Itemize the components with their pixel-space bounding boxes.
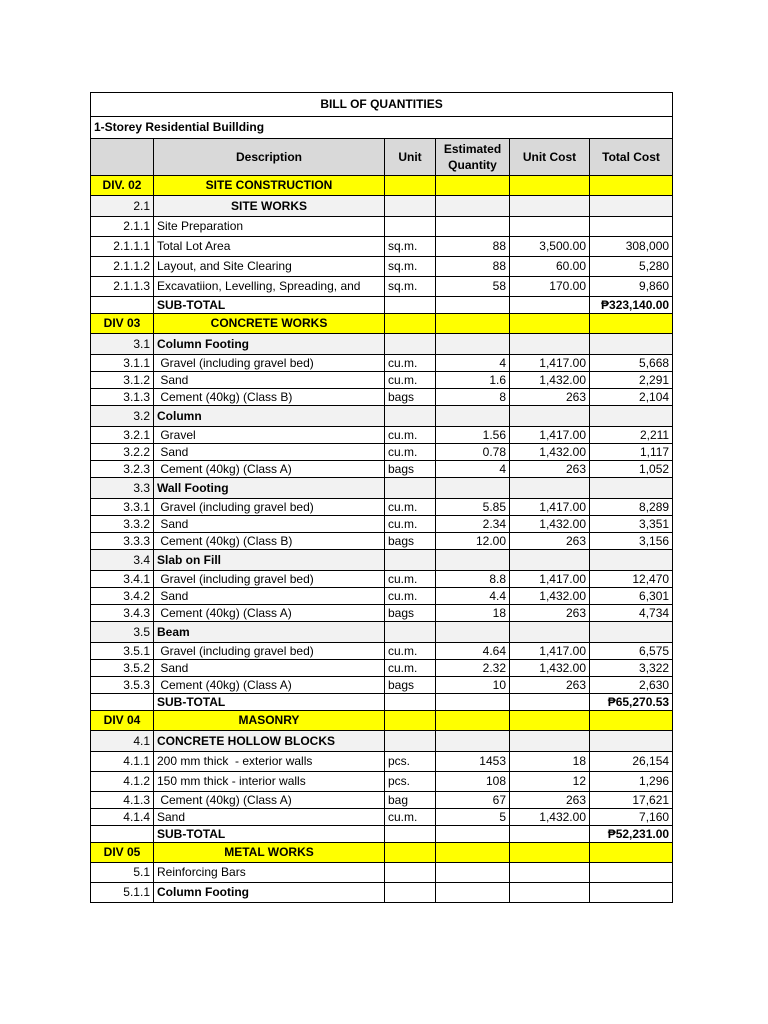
- item-quantity: 67: [436, 792, 510, 809]
- item-total-cost: 5,668: [590, 355, 673, 372]
- item-total-cost: 1,296: [590, 772, 673, 792]
- empty-cell: [510, 731, 590, 752]
- empty-cell: [385, 334, 436, 355]
- item-total-cost: 2,630: [590, 677, 673, 694]
- empty-cell: [385, 478, 436, 499]
- item-quantity: [436, 883, 510, 903]
- item-total-cost: 3,351: [590, 516, 673, 533]
- item-quantity: 5.85: [436, 499, 510, 516]
- table-row: [91, 863, 673, 883]
- empty-cell: [510, 550, 590, 571]
- empty-cell: [385, 314, 436, 334]
- item-unit: [385, 863, 436, 883]
- division-code: DIV 04: [91, 711, 154, 731]
- item-description: Cement (40kg) (Class B): [154, 533, 385, 550]
- empty-cell: [385, 731, 436, 752]
- item-number: 5.1.1: [91, 883, 154, 903]
- item-number: 3.4.2: [91, 588, 154, 605]
- item-description: Gravel (including gravel bed): [154, 643, 385, 660]
- empty-cell: [91, 694, 154, 711]
- empty-cell: [590, 550, 673, 571]
- item-description: Sand: [154, 660, 385, 677]
- subtotal-amount: ₱52,231.00: [590, 826, 673, 843]
- item-unit-cost: 263: [510, 677, 590, 694]
- item-total-cost: 5,280: [590, 257, 673, 277]
- item-quantity: [436, 863, 510, 883]
- empty-cell: [385, 843, 436, 863]
- item-unit-cost: 1,417.00: [510, 643, 590, 660]
- item-unit: bags: [385, 677, 436, 694]
- header-quantity: Estimated Quantity: [436, 139, 510, 176]
- empty-cell: [91, 297, 154, 314]
- table-row: [91, 277, 673, 297]
- empty-cell: [590, 478, 673, 499]
- item-description: Gravel: [154, 427, 385, 444]
- item-unit: bags: [385, 533, 436, 550]
- item-quantity: 4: [436, 355, 510, 372]
- item-unit-cost: 18: [510, 752, 590, 772]
- item-description: Cement (40kg) (Class A): [154, 792, 385, 809]
- item-description: 200 mm thick - exterior walls: [154, 752, 385, 772]
- item-unit-cost: [510, 883, 590, 903]
- empty-cell: [590, 622, 673, 643]
- item-number: 2.1.1: [91, 217, 154, 237]
- empty-cell: [510, 826, 590, 843]
- empty-cell: [590, 843, 673, 863]
- item-quantity: 10: [436, 677, 510, 694]
- group-row: [91, 334, 673, 355]
- division-title: CONCRETE WORKS: [154, 314, 385, 334]
- item-quantity: 2.34: [436, 516, 510, 533]
- table-row: [91, 643, 673, 660]
- item-unit: cu.m.: [385, 588, 436, 605]
- empty-cell: [436, 176, 510, 196]
- empty-cell: [385, 694, 436, 711]
- item-total-cost: [590, 883, 673, 903]
- item-total-cost: 17,621: [590, 792, 673, 809]
- table-row: [91, 389, 673, 406]
- division-row: [91, 711, 673, 731]
- item-unit: bags: [385, 605, 436, 622]
- empty-cell: [91, 826, 154, 843]
- item-number: 3.3.3: [91, 533, 154, 550]
- item-total-cost: 7,160: [590, 809, 673, 826]
- item-quantity: 5: [436, 809, 510, 826]
- item-number: 3.2: [91, 406, 154, 427]
- item-number: 4.1.1: [91, 752, 154, 772]
- item-unit-cost: 1,417.00: [510, 427, 590, 444]
- item-quantity: 1.6: [436, 372, 510, 389]
- empty-cell: [590, 196, 673, 217]
- empty-cell: [385, 406, 436, 427]
- item-description: Sand: [154, 444, 385, 461]
- item-description: Sand: [154, 372, 385, 389]
- item-number: 4.1.4: [91, 809, 154, 826]
- item-total-cost: [590, 217, 673, 237]
- item-quantity: 108: [436, 772, 510, 792]
- division-code: DIV 05: [91, 843, 154, 863]
- table-row: [91, 355, 673, 372]
- subtotal-label: SUB-TOTAL: [154, 694, 385, 711]
- item-unit: pcs.: [385, 772, 436, 792]
- item-unit-cost: 12: [510, 772, 590, 792]
- division-title: SITE CONSTRUCTION: [154, 176, 385, 196]
- empty-cell: [590, 406, 673, 427]
- item-unit-cost: [510, 217, 590, 237]
- item-unit-cost: 1,417.00: [510, 571, 590, 588]
- item-total-cost: 2,211: [590, 427, 673, 444]
- table-row: [91, 499, 673, 516]
- item-unit: bags: [385, 461, 436, 478]
- empty-cell: [590, 176, 673, 196]
- item-unit: [385, 217, 436, 237]
- item-quantity: 88: [436, 237, 510, 257]
- item-quantity: 58: [436, 277, 510, 297]
- item-number: 3.3.2: [91, 516, 154, 533]
- item-number: 4.1.2: [91, 772, 154, 792]
- item-quantity: 18: [436, 605, 510, 622]
- table-row: [91, 588, 673, 605]
- table-row: [91, 883, 673, 903]
- subtotal-amount: ₱323,140.00: [590, 297, 673, 314]
- item-unit: cu.m.: [385, 372, 436, 389]
- empty-cell: [385, 196, 436, 217]
- empty-cell: [436, 406, 510, 427]
- item-description: Gravel (including gravel bed): [154, 355, 385, 372]
- item-number: 3.5.2: [91, 660, 154, 677]
- item-description: 150 mm thick - interior walls: [154, 772, 385, 792]
- table-row: [91, 752, 673, 772]
- item-unit-cost: 1,417.00: [510, 499, 590, 516]
- division-row: [91, 314, 673, 334]
- item-number: 3.5: [91, 622, 154, 643]
- item-unit-cost: 263: [510, 461, 590, 478]
- item-unit-cost: [510, 863, 590, 883]
- bill-of-quantities-table: [90, 92, 673, 903]
- table-row: [91, 660, 673, 677]
- subtotal-row: [91, 826, 673, 843]
- item-description: Sand: [154, 588, 385, 605]
- group-title: CONCRETE HOLLOW BLOCKS: [154, 731, 385, 752]
- item-quantity: 4: [436, 461, 510, 478]
- document-title: BILL OF QUANTITIES: [91, 93, 673, 117]
- item-number: 4.1: [91, 731, 154, 752]
- item-description: Cement (40kg) (Class A): [154, 605, 385, 622]
- group-row: [91, 550, 673, 571]
- item-unit: cu.m.: [385, 355, 436, 372]
- group-title: Column: [154, 406, 385, 427]
- item-total-cost: 2,291: [590, 372, 673, 389]
- empty-cell: [510, 711, 590, 731]
- division-row: [91, 176, 673, 196]
- empty-cell: [590, 731, 673, 752]
- empty-cell: [385, 297, 436, 314]
- item-total-cost: 3,322: [590, 660, 673, 677]
- item-unit: pcs.: [385, 752, 436, 772]
- item-unit: cu.m.: [385, 444, 436, 461]
- header-unit-cost: Unit Cost: [510, 139, 590, 176]
- division-title: MASONRY: [154, 711, 385, 731]
- empty-cell: [436, 196, 510, 217]
- item-unit-cost: 263: [510, 533, 590, 550]
- item-total-cost: 308,000: [590, 237, 673, 257]
- item-number: 2.1: [91, 196, 154, 217]
- empty-cell: [510, 314, 590, 334]
- group-row: [91, 622, 673, 643]
- empty-cell: [436, 694, 510, 711]
- item-unit-cost: 1,432.00: [510, 444, 590, 461]
- subtotal-label: SUB-TOTAL: [154, 297, 385, 314]
- empty-cell: [510, 196, 590, 217]
- item-number: 3.2.3: [91, 461, 154, 478]
- group-title: Column Footing: [154, 334, 385, 355]
- item-unit-cost: 1,432.00: [510, 516, 590, 533]
- empty-cell: [510, 406, 590, 427]
- item-unit: bags: [385, 389, 436, 406]
- group-title: Slab on Fill: [154, 550, 385, 571]
- item-total-cost: 3,156: [590, 533, 673, 550]
- item-unit: cu.m.: [385, 499, 436, 516]
- item-description: Layout, and Site Clearing: [154, 257, 385, 277]
- group-row: [91, 478, 673, 499]
- table-row: [91, 809, 673, 826]
- item-total-cost: 9,860: [590, 277, 673, 297]
- empty-cell: [436, 622, 510, 643]
- empty-cell: [436, 843, 510, 863]
- table-row: [91, 257, 673, 277]
- item-number: 3.1: [91, 334, 154, 355]
- empty-cell: [510, 694, 590, 711]
- item-quantity: 1453: [436, 752, 510, 772]
- empty-cell: [436, 334, 510, 355]
- project-name: 1-Storey Residential Buillding: [91, 117, 673, 139]
- item-total-cost: 2,104: [590, 389, 673, 406]
- group-title: SITE WORKS: [154, 196, 385, 217]
- empty-cell: [385, 176, 436, 196]
- empty-cell: [436, 314, 510, 334]
- item-description: Column Footing: [154, 883, 385, 903]
- table-row: [91, 571, 673, 588]
- item-unit: [385, 883, 436, 903]
- item-quantity: 4.4: [436, 588, 510, 605]
- item-quantity: 12.00: [436, 533, 510, 550]
- item-quantity: 88: [436, 257, 510, 277]
- header-description: Description: [154, 139, 385, 176]
- empty-cell: [436, 731, 510, 752]
- item-number: 3.1.1: [91, 355, 154, 372]
- empty-cell: [436, 478, 510, 499]
- item-total-cost: 4,734: [590, 605, 673, 622]
- table-row: [91, 772, 673, 792]
- item-description: Sand: [154, 516, 385, 533]
- table-row: [91, 792, 673, 809]
- empty-cell: [436, 550, 510, 571]
- item-total-cost: 26,154: [590, 752, 673, 772]
- subtotal-label: SUB-TOTAL: [154, 826, 385, 843]
- item-unit: cu.m.: [385, 516, 436, 533]
- item-number: 3.3: [91, 478, 154, 499]
- empty-cell: [510, 176, 590, 196]
- item-number: 3.2.2: [91, 444, 154, 461]
- item-total-cost: [590, 863, 673, 883]
- table-row: [91, 605, 673, 622]
- group-row: [91, 406, 673, 427]
- item-number: 2.1.1.3: [91, 277, 154, 297]
- group-row: [91, 731, 673, 752]
- item-description: Gravel (including gravel bed): [154, 571, 385, 588]
- table-row: [91, 237, 673, 257]
- table-row: [91, 516, 673, 533]
- item-unit-cost: 1,432.00: [510, 372, 590, 389]
- table-row: [91, 444, 673, 461]
- item-description: Cement (40kg) (Class B): [154, 389, 385, 406]
- item-unit-cost: 3,500.00: [510, 237, 590, 257]
- empty-cell: [436, 297, 510, 314]
- subtotal-row: [91, 694, 673, 711]
- division-code: DIV. 02: [91, 176, 154, 196]
- item-description: Excavatiion, Levelling, Spreading, and: [154, 277, 385, 297]
- empty-cell: [436, 826, 510, 843]
- item-quantity: 8: [436, 389, 510, 406]
- item-total-cost: 6,301: [590, 588, 673, 605]
- item-quantity: 1.56: [436, 427, 510, 444]
- table-row: [91, 461, 673, 478]
- item-unit-cost: 263: [510, 605, 590, 622]
- item-unit-cost: 263: [510, 389, 590, 406]
- item-unit: cu.m.: [385, 427, 436, 444]
- header-row: [91, 139, 673, 176]
- item-unit: cu.m.: [385, 571, 436, 588]
- item-unit: cu.m.: [385, 809, 436, 826]
- item-unit-cost: 1,432.00: [510, 660, 590, 677]
- item-unit: cu.m.: [385, 643, 436, 660]
- item-total-cost: 6,575: [590, 643, 673, 660]
- item-quantity: [436, 217, 510, 237]
- header-total-cost: Total Cost: [590, 139, 673, 176]
- item-number: 2.1.1.2: [91, 257, 154, 277]
- item-description: Reinforcing Bars: [154, 863, 385, 883]
- item-unit: bag: [385, 792, 436, 809]
- item-unit-cost: 170.00: [510, 277, 590, 297]
- division-title: METAL WORKS: [154, 843, 385, 863]
- empty-cell: [385, 622, 436, 643]
- item-unit-cost: 1,417.00: [510, 355, 590, 372]
- item-description: Sand: [154, 809, 385, 826]
- item-number: 3.4.3: [91, 605, 154, 622]
- subtotal-row: [91, 297, 673, 314]
- group-title: Wall Footing: [154, 478, 385, 499]
- empty-cell: [385, 550, 436, 571]
- item-total-cost: 8,289: [590, 499, 673, 516]
- table-row: [91, 427, 673, 444]
- item-unit: sq.m.: [385, 257, 436, 277]
- item-number: 4.1.3: [91, 792, 154, 809]
- header-unit: Unit: [385, 139, 436, 176]
- item-unit-cost: 263: [510, 792, 590, 809]
- item-description: Cement (40kg) (Class A): [154, 461, 385, 478]
- item-unit: sq.m.: [385, 277, 436, 297]
- empty-cell: [510, 478, 590, 499]
- item-total-cost: 1,117: [590, 444, 673, 461]
- item-description: Gravel (including gravel bed): [154, 499, 385, 516]
- item-unit-cost: 1,432.00: [510, 588, 590, 605]
- item-description: Cement (40kg) (Class A): [154, 677, 385, 694]
- item-number: 2.1.1.1: [91, 237, 154, 257]
- group-row: [91, 196, 673, 217]
- item-number: 3.5.1: [91, 643, 154, 660]
- item-number: 3.3.1: [91, 499, 154, 516]
- empty-cell: [510, 843, 590, 863]
- empty-cell: [590, 711, 673, 731]
- table-row: [91, 677, 673, 694]
- item-number: 3.2.1: [91, 427, 154, 444]
- item-unit-cost: 60.00: [510, 257, 590, 277]
- item-number: 3.1.2: [91, 372, 154, 389]
- item-quantity: 4.64: [436, 643, 510, 660]
- division-row: [91, 843, 673, 863]
- empty-cell: [510, 334, 590, 355]
- empty-cell: [590, 334, 673, 355]
- item-number: 3.1.3: [91, 389, 154, 406]
- item-number: 5.1: [91, 863, 154, 883]
- item-description: Total Lot Area: [154, 237, 385, 257]
- group-title: Beam: [154, 622, 385, 643]
- empty-cell: [436, 711, 510, 731]
- item-quantity: 0.78: [436, 444, 510, 461]
- header-item-no: [91, 139, 154, 176]
- table-row: [91, 217, 673, 237]
- division-code: DIV 03: [91, 314, 154, 334]
- item-number: 3.4: [91, 550, 154, 571]
- item-total-cost: 1,052: [590, 461, 673, 478]
- empty-cell: [385, 826, 436, 843]
- empty-cell: [385, 711, 436, 731]
- subtotal-amount: ₱65,270.53: [590, 694, 673, 711]
- empty-cell: [510, 622, 590, 643]
- item-unit: cu.m.: [385, 660, 436, 677]
- empty-cell: [590, 314, 673, 334]
- item-unit: sq.m.: [385, 237, 436, 257]
- item-quantity: 2.32: [436, 660, 510, 677]
- item-number: 3.5.3: [91, 677, 154, 694]
- item-description: Site Preparation: [154, 217, 385, 237]
- item-unit-cost: 1,432.00: [510, 809, 590, 826]
- empty-cell: [510, 297, 590, 314]
- item-total-cost: 12,470: [590, 571, 673, 588]
- table-row: [91, 372, 673, 389]
- item-quantity: 8.8: [436, 571, 510, 588]
- item-number: 3.4.1: [91, 571, 154, 588]
- table-row: [91, 533, 673, 550]
